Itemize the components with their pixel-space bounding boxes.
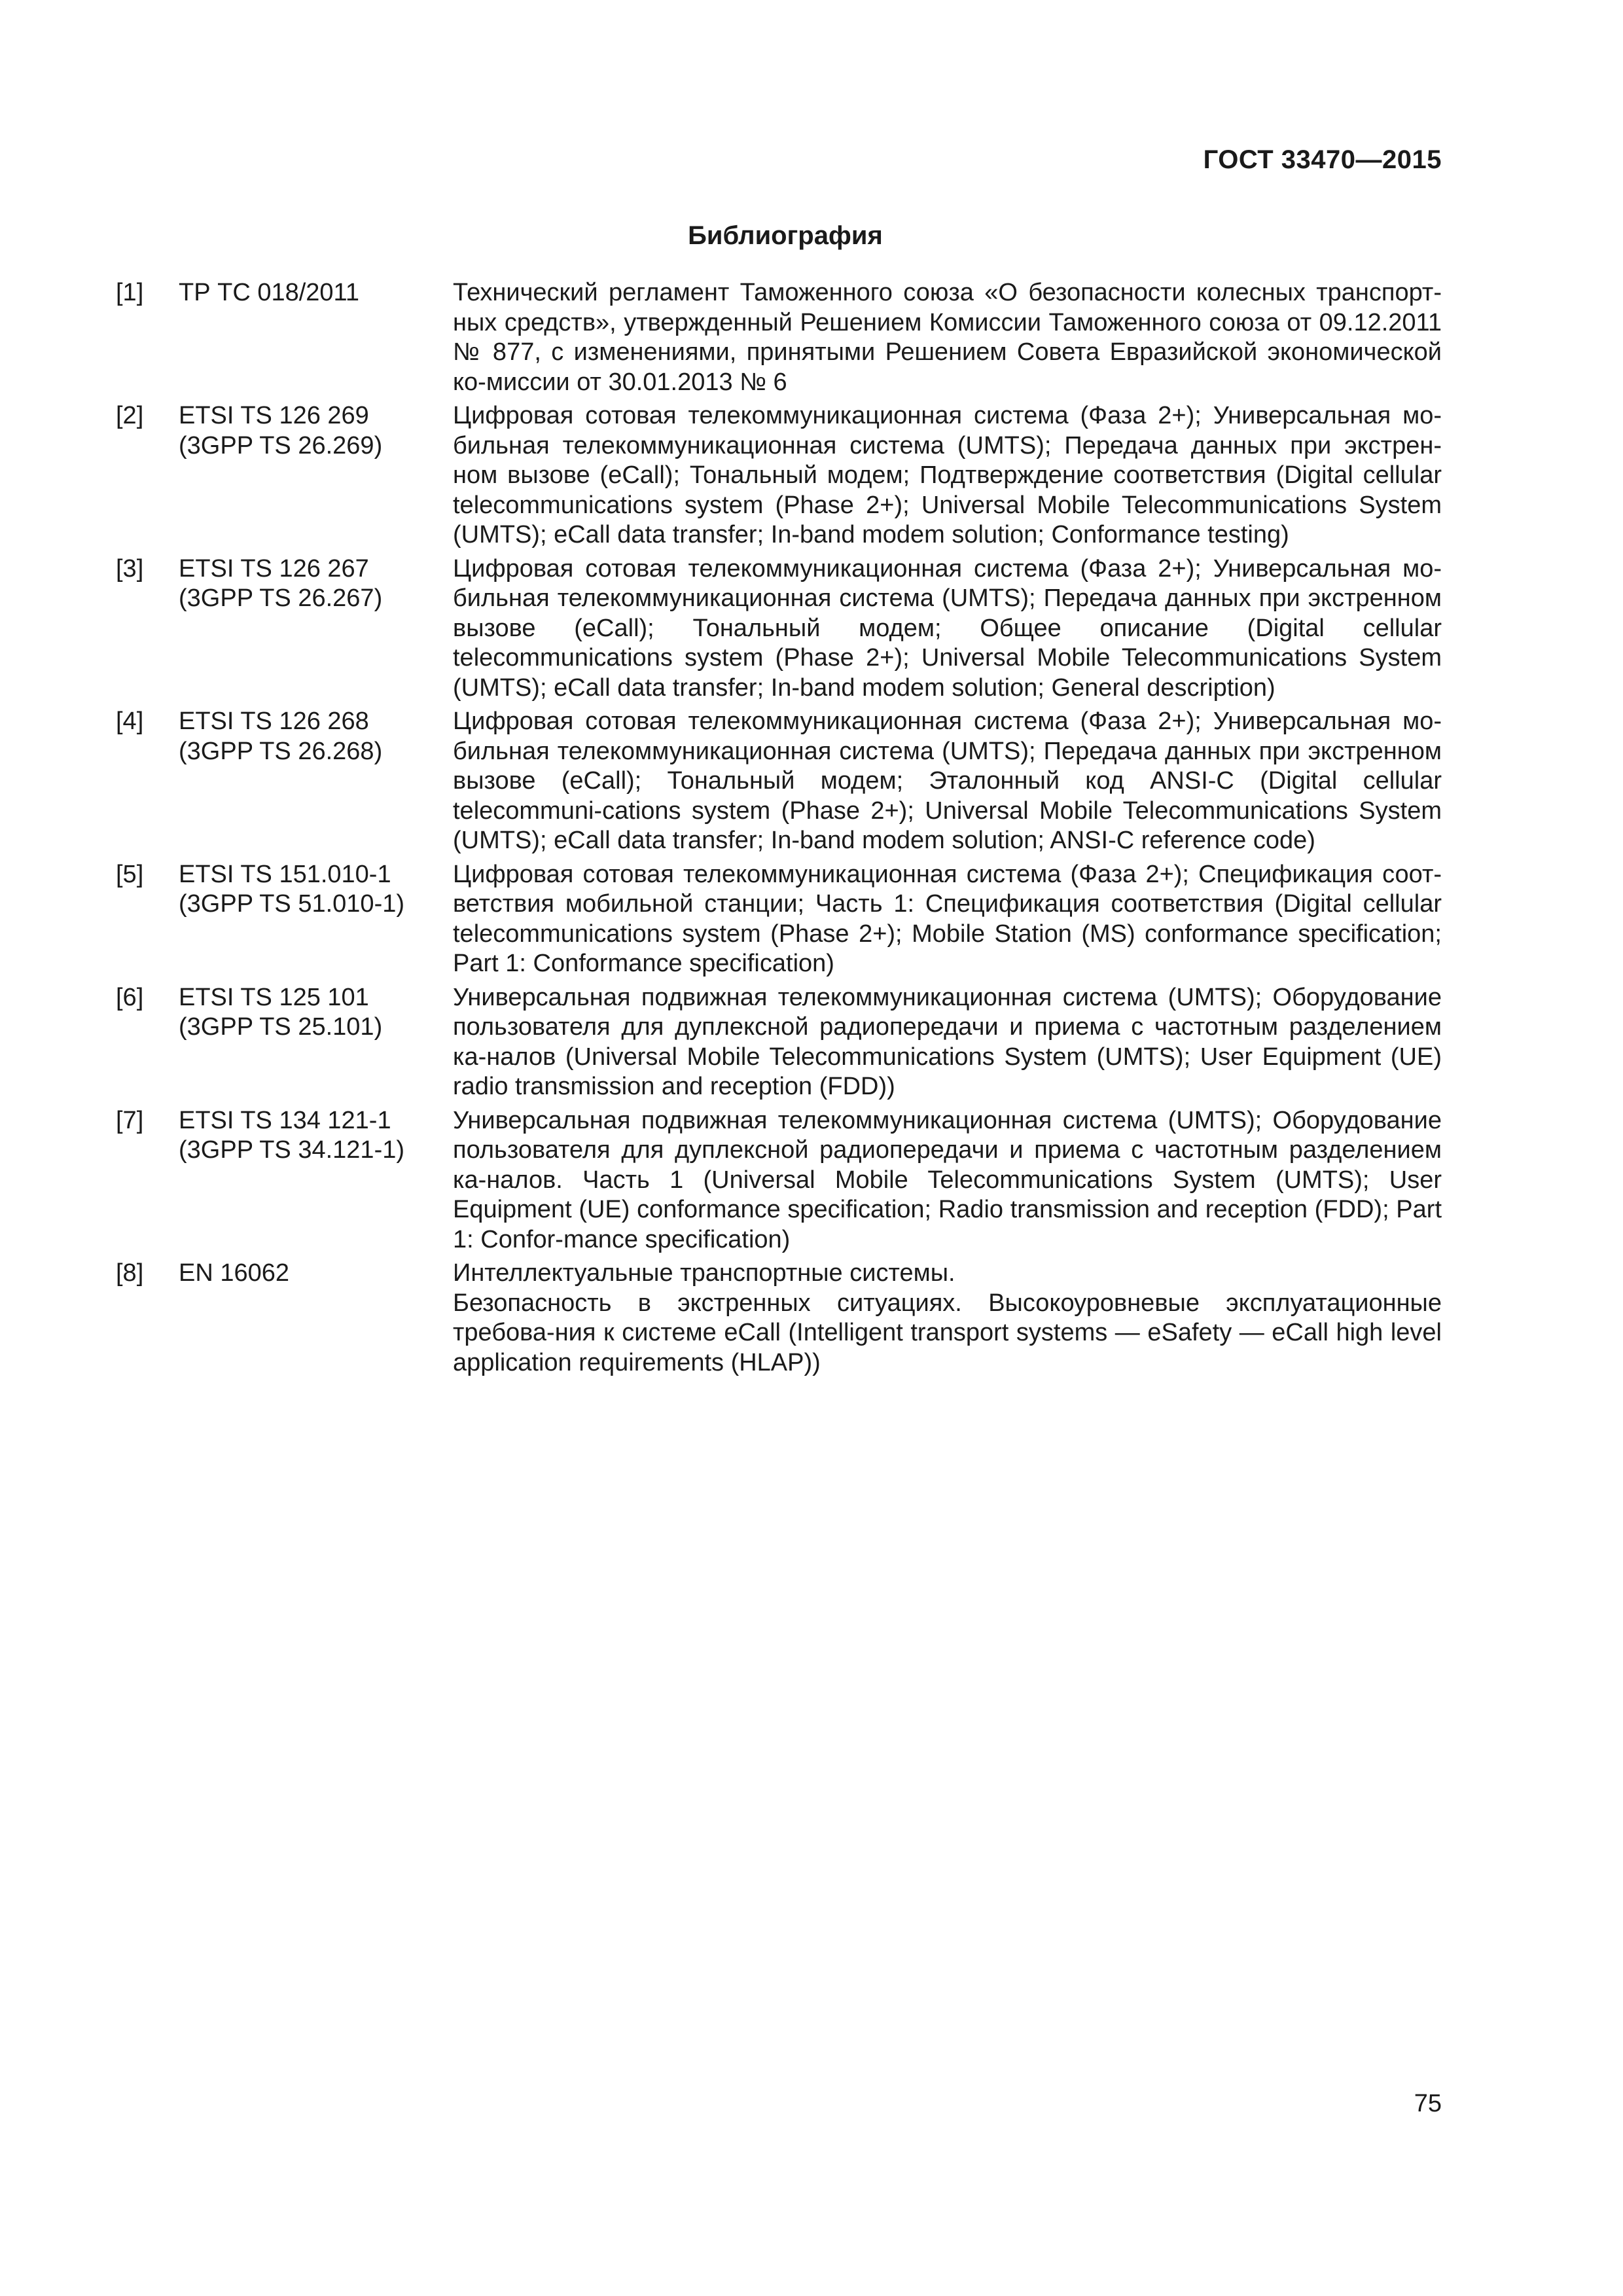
bibliography-entry-1 <box>116 278 1442 397</box>
entry-number: [5] <box>116 860 144 888</box>
entry-code: ETSI TS 126 267 (3GPP TS 26.267) <box>179 554 383 612</box>
entry-code: ТР ТС 018/2011 <box>179 279 360 306</box>
entry-code: ETSI TS 126 269 (3GPP TS 26.269) <box>179 402 383 459</box>
entry-code: ETSI TS 126 268 (3GPP TS 26.268) <box>179 708 383 765</box>
entry-description: Цифровая сотовая телекоммуникационная система (Фаза 2+); Универсальная мо-бильная телекоммуникационная система (UMTS); Передача данных при экстрен-ном вызове (eCall); Тональный модем; Подтверждение соответствия (Digital cellular telecommunications system (Phase 2+); Universal Mobile Telecommunications System (UMTS); eCall data transfer; In-band modem solution; Conformance testing) <box>453 402 1442 548</box>
entry-number: [8] <box>116 1259 144 1287</box>
bibliography-entry-5 <box>116 860 1442 979</box>
entry-code: ETSI TS 151.010-1 (3GPP TS 51.010-1) <box>179 860 405 918</box>
entry-number: [1] <box>116 279 144 306</box>
bibliography-entry-2 <box>116 401 1442 550</box>
entry-description: Технический регламент Таможенного союза «О безопасности колесных транспорт-ных средств», утвержденный Решением Комиссии Таможенного союза от 09.12.2011 № 877, с изменениями, принятыми Решением Совета Евразийской экономической ко-миссии от 30.01.2013 № 6 <box>453 279 1442 396</box>
entry-code: ETSI TS 134 121-1 (3GPP TS 34.121-1) <box>179 1106 405 1164</box>
bibliography-entry-6 <box>116 983 1442 1102</box>
page-number: 75 <box>1414 2090 1442 2117</box>
bibliography-entry-4 <box>116 707 1442 856</box>
page-title: Библиография <box>688 221 883 250</box>
entry-description: Цифровая сотовая телекоммуникационная система (Фаза 2+); Универсальная мо-бильная телекоммуникационная система (UMTS); Передача данных при экстренном вызове (eCall); Тональный модем; Общее описание (Digital cellular telecommunications system (Phase 2+); Universal Mobile Telecommunications System (UMTS); eCall data transfer; In-band modem solution; General description) <box>453 554 1442 702</box>
entry-code: EN 16062 <box>179 1259 290 1287</box>
entry-description: Цифровая сотовая телекоммуникационная система (Фаза 2+); Универсальная мо-бильная телекоммуникационная система (UMTS); Передача данных при экстренном вызове (eCall); Тональный модем; Эталонный код ANSI-C (Digital cellular telecommuni-cations system (Phase 2+); Universal Mobile Telecommunications System (UMTS); eCall data transfer; In-band modem solution; ANSI-C reference code) <box>453 708 1442 854</box>
entry-code: ETSI TS 125 101 (3GPP TS 25.101) <box>179 983 383 1041</box>
entry-description: Интеллектуальные транспортные системы. Безопасность в экстренных ситуациях. Высокоуровневые эксплуатационные требова-ния к системе eCall (Intelligent transport systems — eSafety — eCall high level application requirements (HLAP)) <box>453 1259 1442 1376</box>
entry-description: Цифровая сотовая телекоммуникационная система (Фаза 2+); Спецификация соот-ветствия мобильной станции; Часть 1: Спецификация соответствия (Digital cellular telecommunications system (Phase 2+); Mobile Station (MS) conformance specification; Part 1: Conformance specification) <box>453 860 1442 977</box>
entry-number: [7] <box>116 1106 144 1134</box>
entry-number: [4] <box>116 708 144 735</box>
bibliography-entry-8 <box>116 1259 1442 1378</box>
bibliography-entry-3 <box>116 554 1442 704</box>
document-code: ГОСТ 33470—2015 <box>1203 145 1442 174</box>
entry-description: Универсальная подвижная телекоммуникационная система (UMTS); Оборудование пользователя для дуплексной радиопередачи и приема с частотным разделением ка-налов (Universal Mobile Telecommunications System (UMTS); User Equipment (UE) radio transmission and reception (FDD)) <box>453 983 1442 1100</box>
entry-number: [3] <box>116 554 144 583</box>
entry-number: [2] <box>116 402 144 429</box>
entry-description: Универсальная подвижная телекоммуникационная система (UMTS); Оборудование пользователя для дуплексной радиопередачи и приема с частотным разделением ка-налов. Часть 1 (Universal Mobile Telecommunications System (UMTS); User Equipment (UE) conformance specification; Radio transmission and reception (FDD); Part 1: Confor-mance specification) <box>453 1106 1442 1253</box>
bibliography-entry-7 <box>116 1106 1442 1255</box>
bibliography-list <box>116 278 1442 1382</box>
entry-number: [6] <box>116 983 144 1011</box>
